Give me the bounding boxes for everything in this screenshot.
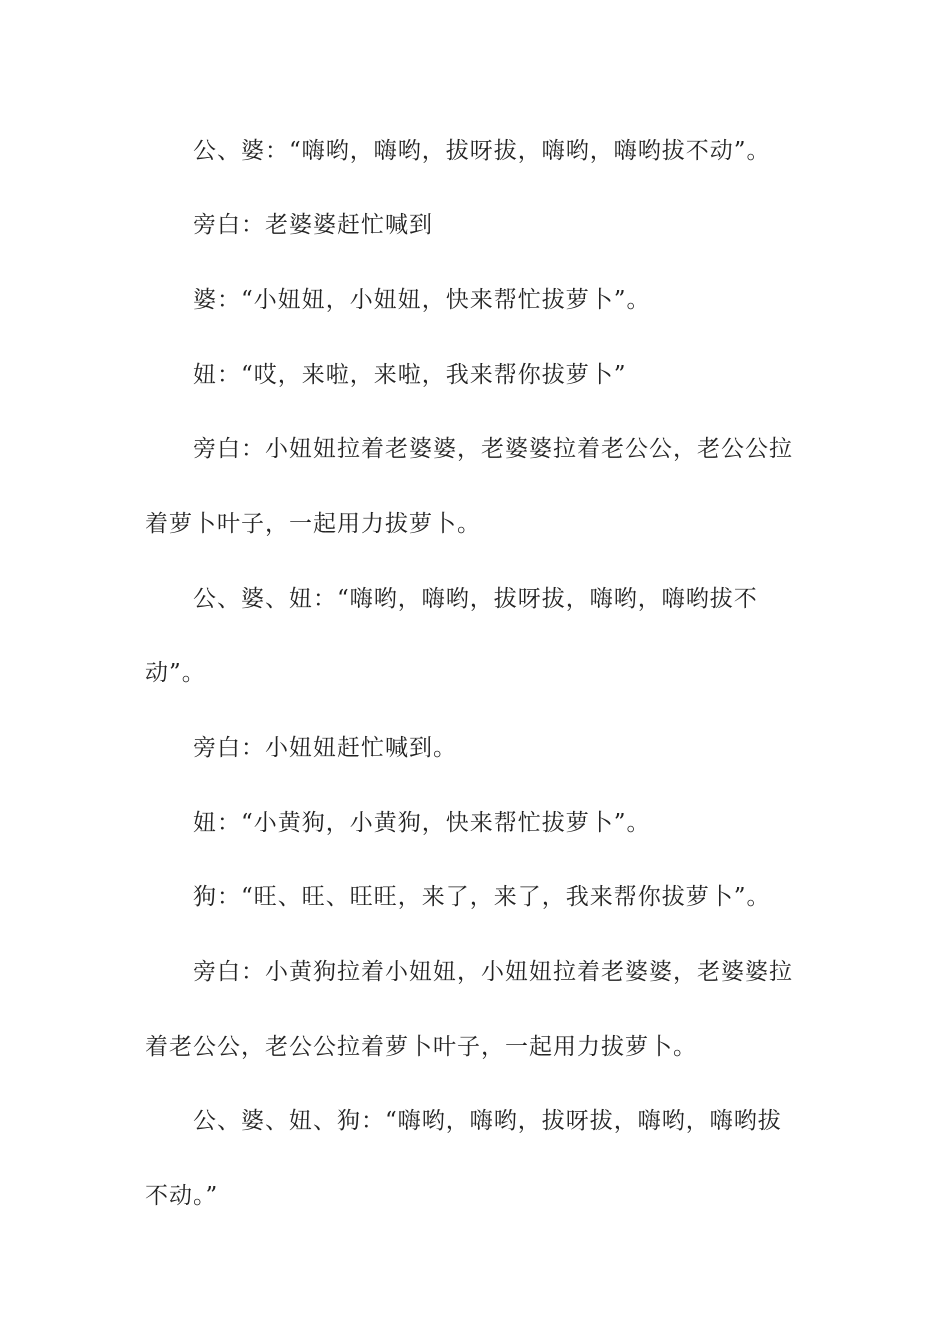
text-line: 公、婆、妞、狗：“嗨哟，嗨哟，拔呀拔，嗨哟，嗨哟拔 [193,1108,782,1134]
text-line: 着萝卜叶子，一起用力拔萝卜。 [145,511,481,537]
text-line: 不动。” [145,1183,219,1209]
text-line: 动”。 [145,660,206,686]
text-line: 旁白：小妞妞拉着老婆婆，老婆婆拉着老公公，老公公拉 [193,436,793,462]
text-line: 旁白：小妞妞赶忙喊到。 [193,735,457,761]
text-line: 婆：“小妞妞，小妞妞，快来帮忙拔萝卜”。 [193,287,651,313]
text-line: 旁白：小黄狗拉着小妞妞，小妞妞拉着老婆婆，老婆婆拉 [193,959,793,985]
text-line: 妞：“哎，来啦，来啦，我来帮你拔萝卜” [193,362,627,388]
text-line: 狗：“旺、旺、旺旺，来了，来了，我来帮你拔萝卜”。 [193,884,771,910]
text-line: 旁白：老婆婆赶忙喊到 [193,212,433,238]
text-line: 公、婆：“嗨哟，嗨哟，拔呀拔，嗨哟，嗨哟拔不动”。 [193,138,771,164]
text-line: 着老公公，老公公拉着萝卜叶子，一起用力拔萝卜。 [145,1034,697,1060]
text-line: 公、婆、妞：“嗨哟，嗨哟，拔呀拔，嗨哟，嗨哟拔不 [193,586,758,612]
text-line: 妞：“小黄狗，小黄狗，快来帮忙拔萝卜”。 [193,810,651,836]
